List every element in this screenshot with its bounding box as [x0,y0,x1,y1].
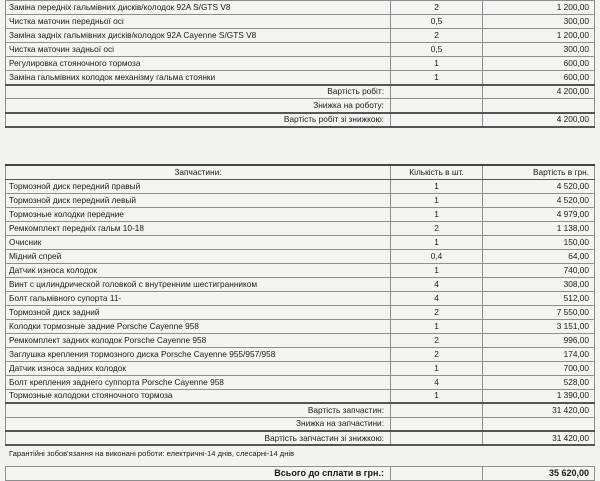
row-quantity: 1 [391,71,483,85]
table-row [6,15,595,29]
row-quantity: 2 [391,305,483,319]
row-description: Очисник [6,235,391,249]
works-table-body [6,1,595,127]
row-quantity: 4 [391,291,483,305]
table-row [6,193,595,207]
summary-value: 31 420,00 [483,403,595,417]
summary-row [6,113,595,127]
row-quantity: 1 [391,263,483,277]
summary-row [6,403,595,417]
summary-row [6,417,595,431]
table-row [6,347,595,361]
row-quantity: 1 [391,179,483,193]
summary-row [6,431,595,445]
row-price: 4 979,00 [483,207,595,221]
table-row [6,277,595,291]
table-row [6,249,595,263]
summary-row [6,85,595,99]
table-row [6,319,595,333]
parts-col-qty: Кількість в шт. [391,165,483,179]
row-description: Заміна задніх гальмівних дисків/колодок 92A Cayenne S/GTS V8 [6,29,391,43]
row-quantity: 2 [391,221,483,235]
row-price: 3 151,00 [483,319,595,333]
row-price: 300,00 [483,43,595,57]
row-description: Датчик износа колодок [6,263,391,277]
summary-value [483,417,595,431]
row-description: Регулировка стояночного тормоза [6,57,391,71]
row-quantity: 4 [391,375,483,389]
row-description: Заміна передніх гальмівних дисків/колодок 92A S/GTS V8 [6,1,391,15]
row-description: Чистка маточин задньої осі [6,43,391,57]
table-row [6,1,595,15]
parts-col-price: Вартість в грн. [483,165,595,179]
summary-value: 31 420,00 [483,431,595,445]
row-price: 4 520,00 [483,179,595,193]
row-price: 7 550,00 [483,305,595,319]
row-description: Тормозные колодоки стояночного тормоза [6,389,391,403]
summary-value: 4 200,00 [483,85,595,99]
table-row [6,207,595,221]
row-quantity: 1 [391,361,483,375]
row-price: 1 200,00 [483,1,595,15]
row-quantity: 0,5 [391,15,483,29]
row-price: 174,00 [483,347,595,361]
table-row [6,305,595,319]
summary-label: Вартість запчастин зі знижкою: [6,431,391,445]
row-description: Болт гальмівного супорта 11- [6,291,391,305]
row-price: 700,00 [483,361,595,375]
row-quantity: 1 [391,389,483,403]
row-price: 996,00 [483,333,595,347]
row-price: 740,00 [483,263,595,277]
table-row [6,235,595,249]
row-price: 308,00 [483,277,595,291]
table-row [6,57,595,71]
row-description: Тормозной диск задний [6,305,391,319]
row-price: 300,00 [483,15,595,29]
grand-total-qty [391,467,483,481]
parts-col-desc: Запчастини: [6,165,391,179]
parts-table-body [6,179,595,445]
table-row [6,179,595,193]
row-description: Мідний спрей [6,249,391,263]
parts-table [5,164,595,446]
summary-quantity [391,113,483,127]
row-description: Болт крепления заднего суппорта Porsche Cayenne 958 [6,375,391,389]
row-description: Ремкомплект задних колодок Porsche Cayenne 958 [6,333,391,347]
row-price: 64,00 [483,249,595,263]
summary-quantity [391,431,483,445]
table-row [6,71,595,85]
row-quantity: 1 [391,193,483,207]
summary-label: Знижка на запчастини: [6,417,391,431]
summary-quantity [391,403,483,417]
row-quantity: 1 [391,207,483,221]
row-description: Тормозной диск передний левый [6,193,391,207]
table-row [6,389,595,403]
row-price: 4 520,00 [483,193,595,207]
row-quantity: 4 [391,277,483,291]
row-description: Датчик износа задних колодок [6,361,391,375]
grand-total-value: 35 620,00 [483,467,595,481]
parts-table-head [6,165,595,179]
table-row [6,263,595,277]
table-row [6,361,595,375]
grand-total-table [5,466,595,481]
row-quantity: 1 [391,319,483,333]
grand-total-row [6,467,595,481]
parts-header-row [6,165,595,179]
row-description: Заглушка крепления тормозного диска Porsche Cayenne 955/957/958 [6,347,391,361]
summary-label: Вартість робіт: [6,85,391,99]
row-quantity: 0,4 [391,249,483,263]
row-price: 150,00 [483,235,595,249]
row-price: 1 200,00 [483,29,595,43]
row-description: Колодки тормозные задние Porsche Cayenne 958 [6,319,391,333]
summary-label: Знижка на роботу: [6,99,391,113]
row-description: Ремкомплект передніх гальм 10-18 [6,221,391,235]
row-description: Тормозной диск передний правый [6,179,391,193]
summary-value: 4 200,00 [483,113,595,127]
row-price: 512,00 [483,291,595,305]
summary-quantity [391,99,483,113]
row-description: Чистка маточин передньої осі [6,15,391,29]
row-description: Винт с цилиндрической головкой с внутренним шестигранником [6,277,391,291]
grand-total-label: Всього до сплати в грн.: [6,467,391,481]
row-quantity: 0,5 [391,43,483,57]
table-row [6,333,595,347]
summary-quantity [391,417,483,431]
summary-row [6,99,595,113]
warranty-note: Гарантійні зобов'язання на виконані роботи: електричні-14 днів, слесарні-14 днів [9,449,295,458]
row-quantity: 2 [391,1,483,15]
table-row [6,291,595,305]
grand-total-body [6,467,595,481]
row-price: 600,00 [483,71,595,85]
summary-quantity [391,85,483,99]
summary-label: Вартість запчастин: [6,403,391,417]
table-row [6,221,595,235]
table-row [6,43,595,57]
row-price: 1 138,00 [483,221,595,235]
table-row [6,29,595,43]
works-table [5,0,595,128]
row-quantity: 1 [391,235,483,249]
row-quantity: 2 [391,333,483,347]
row-price: 1 390,00 [483,389,595,403]
table-row [6,375,595,389]
row-price: 600,00 [483,57,595,71]
row-quantity: 2 [391,29,483,43]
row-description: Тормозные колодки передние [6,207,391,221]
row-price: 528,00 [483,375,595,389]
summary-value [483,99,595,113]
row-quantity: 1 [391,57,483,71]
summary-label: Вартість робіт зі знижкою: [6,113,391,127]
row-description: Заміна гальмівних колодок механізму гальма стоянки [6,71,391,85]
row-quantity: 2 [391,347,483,361]
